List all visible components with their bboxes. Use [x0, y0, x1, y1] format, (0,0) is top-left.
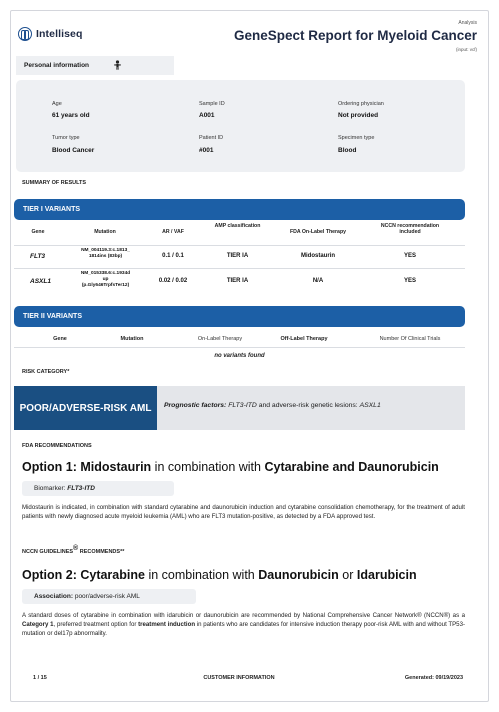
option2-title — [22, 568, 417, 582]
option2-drug: Cytarabine — [80, 568, 145, 582]
tier1-row2-nccn: YES — [403, 278, 416, 284]
option2-connector: in combination with — [148, 568, 255, 582]
biomarker-pill — [22, 481, 174, 496]
summary-heading: SUMMARY OF RESULTS — [22, 180, 87, 186]
tier1-row1-nccn: YES — [403, 253, 416, 259]
tier2-col-trials: Number Of Clinical Trials — [379, 336, 441, 342]
tier2-header-bar — [14, 306, 465, 327]
personal-info-box — [16, 80, 465, 172]
association-value: poor/adverse-risk AML — [74, 593, 140, 600]
tier1-row-divider — [14, 268, 465, 269]
tumor-type-value: Blood Cancer — [52, 147, 95, 154]
footer-center: CUSTOMER INFORMATION — [203, 675, 275, 681]
personal-info-tab — [16, 56, 174, 75]
tier1-row2-amp: TIER IA — [226, 278, 249, 284]
person-icon — [113, 60, 122, 72]
prognostic-text: and adverse-risk genetic lesions: — [258, 402, 358, 409]
prognostic-label: Prognostic factors: — [164, 402, 227, 409]
tier2-col-mutation: Mutation — [120, 336, 144, 342]
tier1-col-gene: Gene — [31, 229, 45, 235]
sample-id-value: A001 — [199, 112, 215, 119]
option1-combo: Cytarabine and Daunorubicin — [264, 460, 439, 474]
report-title: GeneSpect Report for Myeloid Cancer — [233, 28, 477, 43]
header-analysis-label: Analysis — [458, 20, 477, 26]
patient-id-label: Patient ID — [199, 135, 224, 141]
tier1-row1-arvaf: 0.1 / 0.1 — [162, 253, 184, 259]
tier1-row1-mutation — [68, 248, 143, 260]
tier1-row1-mutation-line1: NM_004119.3:c.1813_ — [81, 248, 130, 253]
age-value: 61 years old — [52, 112, 90, 119]
tier1-divider — [14, 245, 465, 246]
association-pill — [22, 589, 196, 604]
tier2-col-gene: Gene — [53, 336, 67, 342]
tier2-title: TIER II VARIANTS — [23, 313, 82, 320]
tier2-col-on-label: On-Label Therapy — [197, 336, 243, 342]
tier1-row1-gene: FLT3 — [30, 253, 46, 260]
age-label: Age — [52, 101, 62, 107]
option1-connector: in combination with — [154, 460, 261, 474]
tumor-type-label: Tumor type — [52, 135, 80, 141]
tier1-row2-mutation-line3: (p.Gly646TrpfsTer12) — [81, 282, 130, 288]
option2-p-d: treatment induction — [138, 621, 196, 629]
tier1-header-bar — [14, 199, 465, 220]
biomarker-label: Biomarker: — [34, 485, 66, 492]
intelliseq-logo-icon — [18, 27, 32, 41]
option2-p-c: , preferred treatment option for — [53, 621, 137, 629]
option1-paragraph: Midostaurin is indicated, in combination with standard cytarabine and daunorubicin induction and cytarabine consolidation chemotherapy, for the treatment of adult patients with newly diagnosed acute myeloid leukemia (AML) who are FLT3 mutation-positive, as detected by a FDA approved test. — [22, 504, 465, 521]
option2-p-e: in patients who are candidates for intensive induction therapy poor-risk AML with and without TP53-mutation or del17p abnormality. — [22, 621, 465, 638]
tier1-col-fda: FDA On-Label Therapy — [289, 229, 346, 235]
association-label: Association: — [34, 593, 74, 600]
option1-title — [22, 460, 439, 474]
physician-label: Ordering physician — [338, 101, 384, 107]
prognostic-factors — [164, 402, 381, 409]
option2-p-a: A standard doses of cytarabine in combination with idarubicin or daunorubicin are recommended by National Comprehensive Cancer Network® (NCCN®) as a — [22, 612, 465, 619]
option1-drug: Midostaurin — [80, 460, 152, 474]
nccn-label-b: RECOMMENDS** — [79, 548, 125, 555]
brand-logo — [18, 27, 83, 41]
tier2-divider — [14, 347, 465, 348]
tier1-row1-mutation-line2: 1814ins (83bp) — [88, 253, 123, 259]
patient-id-value: #001 — [199, 147, 214, 154]
nccn-label-sup: ® — [73, 545, 79, 552]
header-input-type: (input: vcf) — [455, 47, 477, 52]
tier1-col-nccn: NCCN recommendation included — [380, 223, 440, 235]
option2-drug2: Daunorubicin — [258, 568, 339, 582]
biomarker-value: FLT3-ITD — [67, 485, 95, 492]
option2-p-b: Category 1 — [22, 621, 54, 629]
footer-page-number: 1 / 15 — [33, 675, 47, 681]
tier1-row2-mutation-line2: up — [102, 276, 109, 282]
tier1-row1-amp: TIER IA — [226, 253, 249, 259]
tier1-row2-gene: ASXL1 — [30, 278, 51, 285]
tier1-title: TIER I VARIANTS — [23, 206, 81, 213]
option2-paragraph — [22, 611, 465, 638]
tier1-col-mutation: Mutation — [94, 229, 116, 235]
prognostic-flt3: FLT3-ITD — [228, 402, 257, 409]
option2-or: or — [342, 568, 354, 582]
tier1-row1-fda: Midostaurin — [301, 253, 335, 259]
nccn-label-a: NCCN GUIDELINES — [22, 548, 74, 555]
risk-name-badge — [14, 386, 157, 430]
tier1-col-amp: AMP classification — [214, 223, 261, 229]
risk-category-label: RISK CATEGORY* — [22, 369, 70, 375]
option1-prefix: Option 1: — [22, 460, 77, 474]
tier2-col-off-label: Off-Label Therapy — [280, 336, 328, 342]
physician-value: Not provided — [338, 112, 379, 119]
risk-name: POOR/ADVERSE-RISK AML — [19, 402, 152, 414]
specimen-type-label: Specimen type — [338, 135, 375, 141]
tier1-row2-mutation — [68, 271, 143, 289]
option2-prefix: Option 2: — [22, 568, 77, 582]
fda-recommendations-label: FDA RECOMMENDATIONS — [22, 443, 92, 449]
sample-id-label: Sample ID — [199, 101, 225, 107]
tier1-row2-mutation-line1: NM_015338.6:c.1934d — [80, 271, 131, 276]
specimen-type-value: Blood — [338, 147, 357, 154]
prognostic-asxl1: ASXL1 — [359, 402, 381, 409]
tier2-empty-text: no variants found — [214, 353, 265, 359]
personal-info-label: Personal information — [24, 62, 90, 69]
brand-name: Intelliseq — [36, 28, 83, 40]
tier1-row2-arvaf: 0.02 / 0.02 — [158, 278, 188, 284]
option2-drug3: Idarubicin — [356, 568, 417, 582]
tier1-row2-fda: N/A — [312, 278, 324, 284]
nccn-label — [22, 545, 124, 555]
tier1-col-arvaf: AR / VAF — [162, 229, 184, 235]
footer-generated: Generated: 09/19/2023 — [404, 675, 463, 681]
